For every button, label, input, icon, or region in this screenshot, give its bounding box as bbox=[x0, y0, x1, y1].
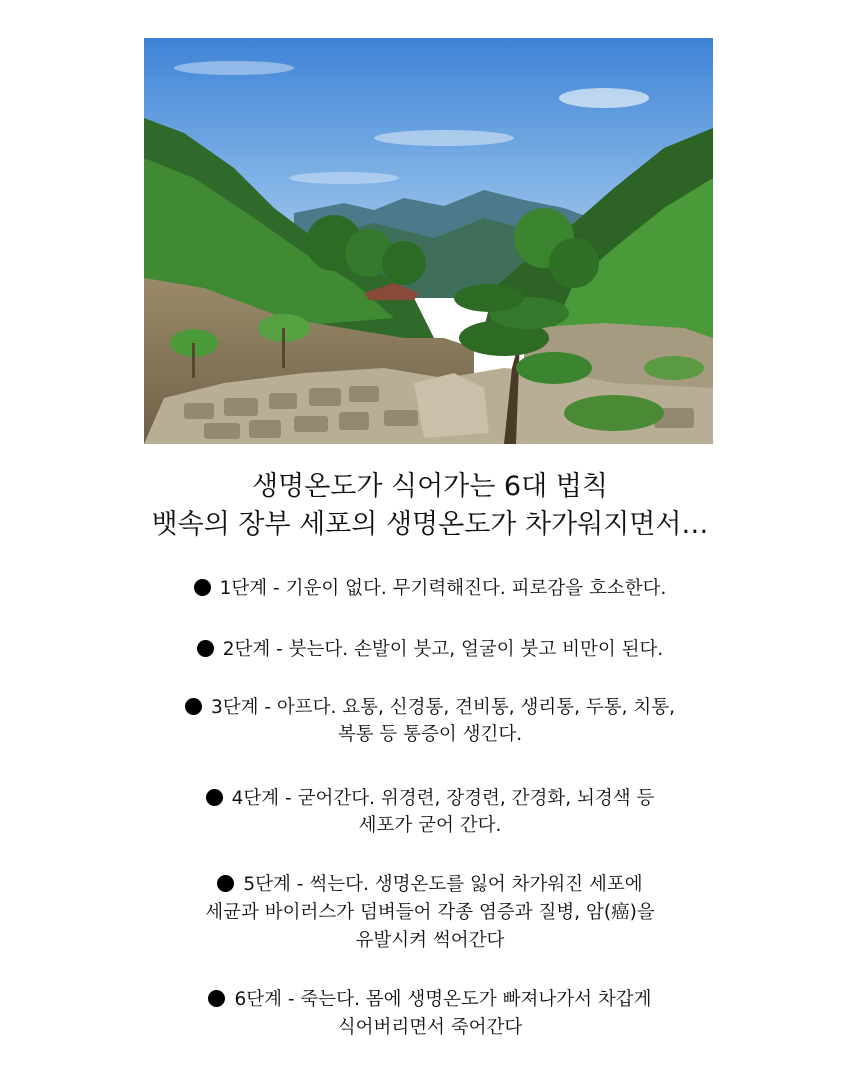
bullet-icon bbox=[197, 640, 214, 657]
step-3-line-1: 3단계 - 아프다. 요통, 신경통, 견비통, 생리통, 두통, 치통, bbox=[210, 697, 676, 718]
title-block bbox=[0, 468, 860, 544]
step-6-line-1: 6단계 - 죽는다. 몸에 생명온도가 빠져나가서 차갑게 bbox=[234, 989, 652, 1010]
step-4-line-2: 세포가 굳어 간다. bbox=[358, 815, 502, 836]
step-3-line-2: 복통 등 통증이 생긴다. bbox=[337, 724, 523, 745]
step-5-line-1: 5단계 - 썩는다. 생명온도를 잃어 차가워진 세포에 bbox=[243, 874, 643, 895]
step-6 bbox=[0, 986, 860, 1042]
bullet-icon bbox=[217, 875, 234, 892]
step-3 bbox=[0, 694, 860, 748]
step-5 bbox=[0, 871, 860, 955]
step-1-line-1: 1단계 - 기운이 없다. 무기력해진다. 피로감을 호소한다. bbox=[219, 578, 667, 599]
step-4 bbox=[0, 785, 860, 839]
bullet-icon bbox=[208, 990, 225, 1007]
step-6-line-2: 식어버리면서 죽어간다 bbox=[337, 1017, 523, 1038]
step-5-line-2: 세균과 바이러스가 덤벼들어 각종 염증과 질병, 암(癌)을 bbox=[205, 902, 655, 923]
title-line-2: 뱃속의 장부 세포의 생명온도가 차가워지면서… bbox=[151, 509, 709, 540]
bullet-icon bbox=[206, 789, 223, 806]
step-2 bbox=[0, 637, 860, 662]
step-5-line-3: 유발시켜 썩어간다 bbox=[355, 930, 505, 951]
step-1 bbox=[0, 576, 860, 601]
step-2-line-1: 2단계 - 붓는다. 손발이 붓고, 얼굴이 붓고 비만이 된다. bbox=[222, 639, 664, 660]
mountain-valley-photo bbox=[144, 38, 713, 444]
title-line-1: 생명온도가 식어가는 6대 법칙 bbox=[252, 471, 608, 502]
step-4-line-1: 4단계 - 굳어간다. 위경련, 장경련, 간경화, 뇌경색 등 bbox=[231, 788, 655, 809]
bullet-icon bbox=[185, 698, 202, 715]
bullet-icon bbox=[194, 579, 211, 596]
